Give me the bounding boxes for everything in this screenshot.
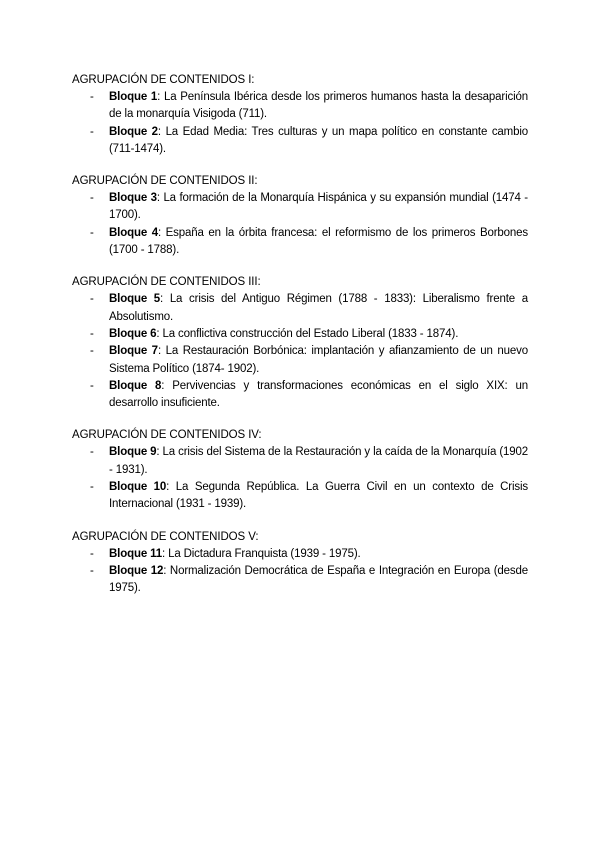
content-group-4 [72,427,528,513]
bloque-description: : La Dictadura Franquista (1939 - 1975). [161,547,361,560]
document-page [72,72,528,613]
group-title: AGRUPACIÓN DE CONTENIDOS I: [72,74,255,86]
bloque-label: Bloque 1 [109,91,158,103]
content-group-1 [72,72,528,158]
list-item [72,89,528,124]
bullet-dash: - [90,446,94,459]
bloque-description: : La crisis del Sistema de la Restauración y la caída de la Monarquía (1902 - 1931). [109,446,528,476]
list-item [72,190,528,225]
list-item [72,291,528,326]
bloque-list [72,546,528,598]
bloque-description: : La crisis del Antiguo Régimen (1788 - 1833): Liberalismo frente a Absolutismo. [109,293,528,323]
bullet-dash: - [90,226,94,239]
bloque-description: : España en la órbita francesa: el reformismo de los primeros Borbones (1700 - 1788). [109,226,528,257]
group-title: AGRUPACIÓN DE CONTENIDOS II: [72,175,258,188]
bloque-list [72,291,528,412]
content-group-3 [72,274,528,412]
group-title: AGRUPACIÓN DE CONTENIDOS III: [72,276,261,289]
list-item [72,444,528,479]
group-title: AGRUPACIÓN DE CONTENIDOS V: [72,530,259,543]
bloque-description: : La conflictiva construcción del Estado Liberal (1833 - 1874). [156,327,459,340]
list-item [72,124,528,159]
list-item [72,479,528,514]
bloque-label: Bloque 6 [109,327,157,340]
bullet-dash: - [90,564,94,577]
bloque-list [72,444,528,513]
bloque-list [72,190,528,259]
bloque-list [72,89,528,158]
bullet-dash: - [90,481,94,494]
bloque-description: : La Edad Media: Tres culturas y un mapa político en constante cambio (711-1474). [109,125,528,155]
bloque-label: Bloque 5 [109,293,161,306]
list-item [72,343,528,378]
content-group-2 [72,173,528,259]
list-item [72,225,528,260]
bloque-description: : Normalización Democrática de España e Integración en Europa (desde 1975). [109,564,528,595]
bloque-label: Bloque 7 [109,345,158,358]
bullet-dash: - [90,91,94,103]
list-item [72,326,528,343]
content-group-5 [72,529,528,598]
bloque-label: Bloque 9 [109,446,157,459]
bloque-description: : Pervivencias y transformaciones económicas en el siglo XIX: un desarrollo insuficiente. [109,379,528,410]
bloque-description: : La Península Ibérica desde los primeros humanos hasta la desaparición de la monarquía Visigoda (711). [109,91,528,121]
list-item [72,546,528,563]
bullet-dash: - [90,327,94,340]
list-item [72,378,528,413]
bullet-dash: - [90,547,94,560]
bullet-dash: - [90,345,94,358]
bullet-dash: - [90,293,94,306]
bloque-description: : La Restauración Borbónica: implantación y afianzamiento de un nuevo Sistema Político (1874- 1902). [109,345,528,375]
bloque-description: : La formación de la Monarquía Hispánica y su expansión mundial (1474 - 1700). [109,192,528,222]
bloque-label: Bloque 2 [109,125,158,138]
bloque-label: Bloque 11 [109,547,162,560]
bullet-dash: - [90,192,94,205]
bloque-description: : La Segunda República. La Guerra Civil en un contexto de Crisis Internacional (1931 - 1939). [109,481,528,511]
bullet-dash: - [90,379,94,392]
bloque-label: Bloque 10 [109,481,167,494]
group-title: AGRUPACIÓN DE CONTENIDOS IV: [72,429,262,442]
bloque-label: Bloque 3 [109,192,157,205]
bloque-label: Bloque 4 [109,226,158,239]
list-item [72,563,528,598]
bloque-label: Bloque 8 [109,379,162,392]
bloque-label: Bloque 12 [109,564,164,577]
bullet-dash: - [90,125,94,138]
